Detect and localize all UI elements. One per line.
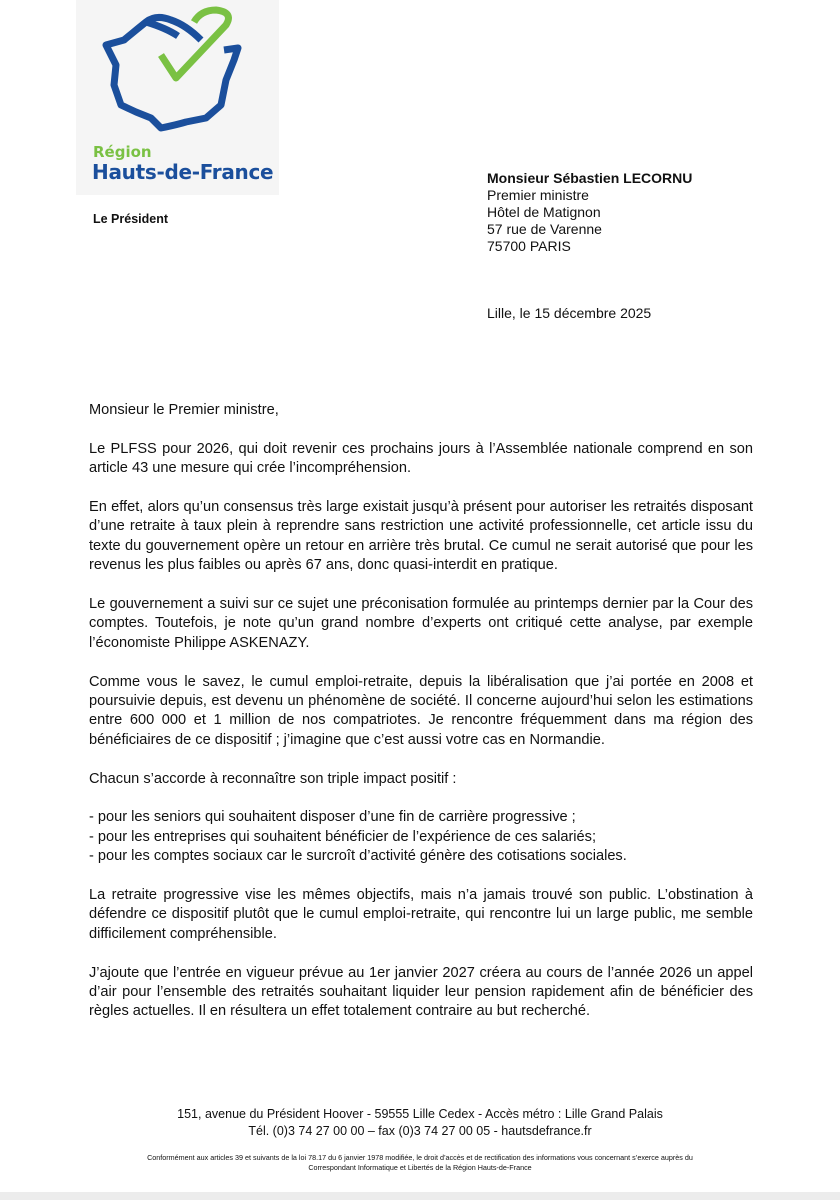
paragraph: Chacun s’accorde à reconnaître son triple impact positif :	[89, 770, 457, 787]
france-heart-logo-icon	[76, 0, 279, 140]
recipient-line: Hôtel de Matignon	[487, 204, 601, 220]
salutation: Monsieur le Premier ministre,	[89, 402, 279, 418]
paragraph: Le PLFSS pour 2026, qui doit revenir ces prochains jours à l’Assemblée nationale comprend en son article 43 une mesure qui crée l’incompréhension.	[89, 440, 753, 477]
logo-hdf-text: Hauts-de-France	[92, 160, 274, 184]
letter-date: Lille, le 15 décembre 2025	[487, 305, 652, 321]
paragraph: La retraite progressive vise les mêmes objectifs, mais n’a jamais trouvé son public. L’obstination à défendre ce dispositif plutôt que le cumul emploi-retraite, qui rencontre lui un large public, me semble difficilement compréhensible.	[89, 887, 753, 942]
footer-contact	[0, 1106, 840, 1140]
recipient-name: Monsieur Sébastien LECORNU	[487, 170, 693, 186]
list-item: - pour les comptes sociaux car le surcroît d’activité génère des cotisations sociales.	[89, 848, 627, 865]
recipient-address	[487, 170, 692, 255]
impact-list	[89, 808, 753, 866]
list-item: - pour les entreprises qui souhaitent bénéficier de l’expérience de ces salariés;	[89, 828, 597, 845]
recipient-line: 75700 PARIS	[487, 238, 571, 254]
region-logo	[76, 0, 279, 195]
paragraph: Comme vous le savez, le cumul emploi-retraite, depuis la libéralisation que j’ai portée en 2008 et poursuivie depuis, est devenu un phénomène de société. Il concerne aujourd’hui selon les estimations entre 600 000 et 1 million de nos compatriotes. Je rencontre fréquemment dans ma région des bénéficiaires de ce dispositif ; j’imagine que c’est aussi votre cas en Normandie.	[89, 673, 753, 748]
page-edge	[0, 1192, 840, 1200]
sender-title: Le Président	[93, 212, 169, 226]
paragraph: J’ajoute que l’entrée en vigueur prévue au 1er janvier 2027 créera au cours de l’année 2026 un appel d’air pour l’ensemble des retraités souhaitant liquider leur pension rapidement afin de bénéficier des règles actuelles. Il en résultera un effet totalement contraire au but recherché.	[89, 964, 753, 1020]
paragraph: Le gouvernement a suivi sur ce sujet une préconisation formulée au printemps dernier par la Cour des comptes. Toutefois, je note qu’un grand nombre d’experts ont critiqué cette analyse, par exemple l’économiste Philippe ASKENAZY.	[89, 596, 753, 651]
recipient-line: Premier ministre	[487, 187, 589, 203]
legal-line: Correspondant Informatique et Libertés de la Région Hauts-de-France	[308, 1163, 532, 1172]
footer-phone: Tél. (0)3 74 27 00 00 – fax (0)3 74 27 00 05 - hautsdefrance.fr	[248, 1124, 592, 1138]
legal-line: Conformément aux articles 39 et suivants de la loi 78.17 du 6 janvier 1978 modifiée, le droit d’accès et de rectification des informations vous concernant s’exerce auprès du	[147, 1153, 693, 1162]
footer-address: 151, avenue du Président Hoover - 59555 Lille Cedex - Accès métro : Lille Grand Palais	[177, 1107, 663, 1121]
letter-body	[89, 401, 753, 1041]
logo-region-text: Région	[93, 143, 152, 161]
paragraph: En effet, alors qu’un consensus très large existait jusqu’à présent pour autoriser les retraités disposant d’une retraite à taux plein à reprendre sans restriction une activité professionnelle, cet article issu du texte du gouvernement opère un retour en arrière très brutal. Ce cumul ne serait autorisé que pour les revenus les plus faibles ou après 67 ans, donc quasi-interdit en pratique.	[89, 499, 753, 574]
recipient-line: 57 rue de Varenne	[487, 221, 602, 237]
footer-legal	[0, 1153, 840, 1173]
list-item: - pour les seniors qui souhaitent disposer d’une fin de carrière progressive ;	[89, 809, 576, 826]
